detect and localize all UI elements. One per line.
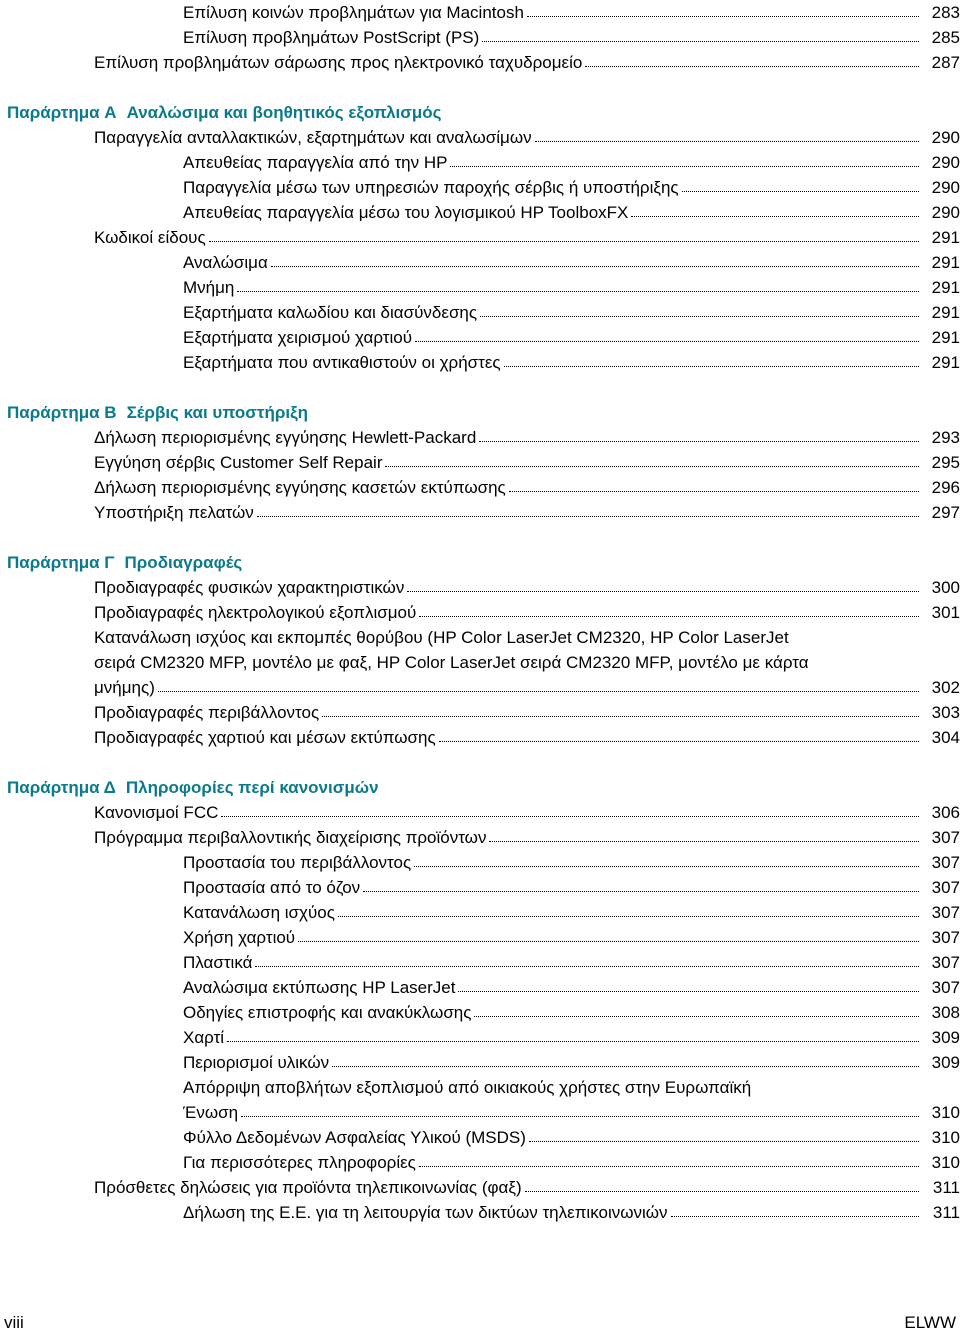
dot-leader [385,466,919,467]
appendix-title: Πληροφορίες περί κανονισμών [125,778,379,797]
toc-entry[interactable] [0,450,960,475]
toc-entry[interactable] [0,1025,960,1050]
toc-entry-page: 304 [931,728,960,747]
toc-entry-title: Για περισσότερες πληροφορίες [183,1153,416,1172]
toc-entry-page: 309 [931,1028,960,1047]
toc-entry-line: σειρά CM2320 MFP, μοντέλο με φαξ, HP Color LaserJet σειρά CM2320 MFP, μοντέλο με κάρτα [94,653,809,672]
appendix-title: Προδιαγραφές [124,553,243,572]
dot-leader [363,891,919,892]
toc-entry-title: Επίλυση κοινών προβλημάτων για Macintosh [183,3,524,22]
dot-leader [415,341,919,342]
toc-entry-page: 311 [932,1203,960,1222]
dot-leader [221,816,919,817]
appendix-number: Παράρτημα A [7,103,117,122]
toc-entry-title: Εξαρτήματα χειρισμού χαρτιού [183,328,413,347]
toc-entry-page: 307 [931,903,960,922]
toc-entry-page: 290 [931,128,960,147]
dot-leader [450,166,919,167]
dot-leader [480,316,919,317]
toc-entry-line: Απόρριψη αποβλήτων εξοπλισμού από οικιακούς χρήστες στην Ευρωπαϊκή [183,1078,752,1097]
appendix-number: Παράρτημα Γ [7,553,115,572]
toc-entry-title: Κωδικοί είδους [94,228,206,247]
toc-entry-page: 291 [931,353,960,372]
toc-entry-title: Εγγύηση σέρβις Customer Self Repair [94,453,383,472]
toc-entry[interactable] [0,1000,960,1025]
toc-entry-title: Επίλυση προβλημάτων PostScript (PS) [183,28,480,47]
toc-entry-page: 309 [931,1053,960,1072]
toc-entry[interactable] [0,875,960,900]
toc-entry-title: μνήμης) [94,678,155,697]
dot-leader [458,991,919,992]
toc-entry-title: Αναλώσιμα εκτύπωσης HP LaserJet [183,978,456,997]
appendix-heading[interactable] [0,400,960,425]
dot-leader [322,716,919,717]
toc-entry[interactable] [0,850,960,875]
toc-entry-title: Υποστήριξη πελατών [94,503,254,522]
toc-entry-title: Επίλυση προβλημάτων σάρωσης προς ηλεκτρονικό ταχυδρομείο [94,53,583,72]
toc-entry-page: 293 [931,428,960,447]
toc-entry-title: Προδιαγραφές περιβάλλοντος [94,703,320,722]
dot-leader [527,16,919,17]
toc-entry[interactable] [0,225,960,250]
toc-entry[interactable] [0,150,960,175]
toc-entry-title: Χρήση χαρτιού [183,928,296,947]
toc-entry-title: Παραγγελία ανταλλακτικών, εξαρτημάτων και αναλωσίμων [94,128,532,147]
toc-entry[interactable] [0,600,960,625]
toc-entry-title: Εξαρτήματα που αντικαθιστούν οι χρήστες [183,353,501,372]
toc-entry-page: 290 [931,178,960,197]
toc-entry[interactable] [0,575,960,600]
toc-entry-page: 290 [931,153,960,172]
section-gap [0,375,960,400]
toc-entry[interactable] [0,950,960,975]
toc-entry-line: Κατανάλωση ισχύος και εκπομπές θορύβου (HP Color LaserJet CM2320, HP Color LaserJet [94,628,789,647]
toc-entry-title: Αναλώσιμα [183,253,268,272]
toc-entry-page: 291 [931,278,960,297]
appendix-number: Παράρτημα Δ [7,778,116,797]
dot-leader [255,966,919,967]
toc-entry-title: Δήλωση της Ε.Ε. για τη λειτουργία των δικτύων τηλεπικοινωνιών [183,1203,668,1222]
toc-entry-page: 301 [931,603,960,622]
toc-entry-page: 285 [931,28,960,47]
toc-entry-title: Προδιαγραφές χαρτιού και μέσων εκτύπωσης [94,728,436,747]
dot-leader [504,366,919,367]
toc-entry-title: Προδιαγραφές ηλεκτρολογικού εξοπλισμού [94,603,417,622]
toc-entry-page: 310 [931,1103,960,1122]
dot-leader [419,1166,919,1167]
section-gap [0,525,960,550]
dot-leader [257,516,919,517]
toc-entry-page: 291 [931,303,960,322]
toc-entry[interactable] [0,200,960,225]
toc-entry[interactable] [0,425,960,450]
toc-entry[interactable] [0,675,960,700]
footer-brand: ELWW [904,1313,956,1332]
section-gap [0,750,960,775]
toc-entry-page: 307 [931,853,960,872]
toc-entry-title: Προδιαγραφές φυσικών χαρακτηριστικών [94,578,405,597]
toc-entry[interactable] [0,500,960,525]
toc-entry-title: Δήλωση περιορισμένης εγγύησης κασετών εκτύπωσης [94,478,506,497]
toc-entry-page: 283 [931,3,960,22]
toc-entry[interactable] [0,1100,960,1125]
dot-leader [631,216,919,217]
toc-entry[interactable] [0,1175,960,1200]
dot-leader [271,266,919,267]
toc-entry-page: 307 [931,978,960,997]
toc-entry-page: 291 [931,328,960,347]
dot-leader [414,866,919,867]
toc-entry[interactable] [0,0,960,25]
appendix-heading[interactable] [0,775,960,800]
toc-entry-title: Πλαστικά [183,953,253,972]
toc-entry-page: 291 [931,228,960,247]
appendix-heading[interactable] [0,100,960,125]
dot-leader [338,916,919,917]
toc-entry-page: 290 [931,203,960,222]
toc-entry-page: 307 [931,878,960,897]
dot-leader [474,1016,919,1017]
toc-entry[interactable] [0,825,960,850]
page-number: viii [4,1313,24,1332]
toc-entry-title: Δήλωση περιορισμένης εγγύησης Hewlett-Packard [94,428,477,447]
appendix-title: Αναλώσιμα και βοηθητικός εξοπλισμός [126,103,442,122]
dot-leader [209,241,919,242]
toc-entry[interactable] [0,175,960,200]
dot-leader [419,616,919,617]
dot-leader [298,941,919,942]
toc-entry-title: Κατανάλωση ισχύος [183,903,335,922]
toc-entry-page: 310 [931,1128,960,1147]
toc-entry-page: 308 [931,1003,960,1022]
toc-entry-title: Απευθείας παραγγελία από την HP [183,153,448,172]
appendix-title: Σέρβις και υποστήριξη [126,403,309,422]
toc-entry[interactable] [0,1050,960,1075]
appendix-number: Παράρτημα B [7,403,117,422]
toc-entry-page: 307 [931,928,960,947]
toc-entry-title: Προστασία από το όζον [183,878,361,897]
toc-entry-title: Περιορισμοί υλικών [183,1053,330,1072]
dot-leader [525,1191,919,1192]
toc-entry[interactable] [0,125,960,150]
dot-leader [241,1116,919,1117]
toc-entry-title: Χαρτί [183,1028,225,1047]
toc-entry-title: Κανονισμοί FCC [94,803,219,822]
toc-entry[interactable] [0,900,960,925]
toc-entry[interactable] [0,275,960,300]
dot-leader [529,1141,919,1142]
toc-entry-page: 303 [931,703,960,722]
toc-entry-page: 307 [931,828,960,847]
toc-entry[interactable] [0,925,960,950]
dot-leader [479,441,919,442]
toc-entry[interactable] [0,1150,960,1175]
toc-entry[interactable] [0,325,960,350]
toc-entry[interactable] [0,725,960,750]
toc-entry[interactable] [0,50,960,75]
toc-entry-page: 311 [932,1178,960,1197]
dot-leader [489,841,919,842]
dot-leader [535,141,919,142]
toc-entry[interactable] [0,25,960,50]
appendix-heading[interactable] [0,550,960,575]
toc-entry[interactable] [0,700,960,725]
toc-entry[interactable] [0,300,960,325]
toc-entry-page: 306 [931,803,960,822]
dot-leader [407,591,919,592]
dot-leader [439,741,919,742]
dot-leader [482,41,919,42]
dot-leader [158,691,919,692]
dot-leader [332,1066,919,1067]
toc-entry-page: 287 [931,53,960,72]
toc-entry-page: 307 [931,953,960,972]
toc-entry-page: 297 [931,503,960,522]
toc-entry-title: Εξαρτήματα καλωδίου και διασύνδεσης [183,303,478,322]
toc-entry-title: Οδηγίες επιστροφής και ανακύκλωσης [183,1003,472,1022]
toc-entry-page: 291 [931,253,960,272]
toc-entry[interactable] [0,475,960,500]
toc-entry[interactable] [0,350,960,375]
toc-entry[interactable] [0,975,960,1000]
dot-leader [237,291,919,292]
dot-leader [509,491,919,492]
toc-entry[interactable] [0,1125,960,1150]
toc-entry-page: 310 [931,1153,960,1172]
toc-entry[interactable] [0,1200,960,1225]
dot-leader [227,1041,919,1042]
toc-entry[interactable] [0,250,960,275]
toc-entry-title: Φύλλο Δεδομένων Ασφαλείας Υλικού (MSDS) [183,1128,526,1147]
toc-entry-title: Προστασία του περιβάλλοντος [183,853,412,872]
section-gap [0,75,960,100]
toc-entry-page: 296 [931,478,960,497]
dot-leader [682,191,919,192]
toc-entry[interactable] [0,800,960,825]
dot-leader [585,66,919,67]
toc-entry-page: 302 [931,678,960,697]
toc-entry-title: Πρόγραμμα περιβαλλοντικής διαχείρισης προϊόντων [94,828,487,847]
toc-entry-title: Παραγγελία μέσω των υπηρεσιών παροχής σέρβις ή υποστήριξης [183,178,679,197]
toc-entry-title: Πρόσθετες δηλώσεις για προϊόντα τηλεπικοινωνίας (φαξ) [94,1178,522,1197]
toc-entry-page: 300 [931,578,960,597]
toc-entry-page: 295 [931,453,960,472]
dot-leader [671,1216,919,1217]
toc-entry-title: Μνήμη [183,278,235,297]
toc-entry-title: Απευθείας παραγγελία μέσω του λογισμικού HP ToolboxFX [183,203,629,222]
toc-entry-title: Ένωση [183,1103,239,1122]
